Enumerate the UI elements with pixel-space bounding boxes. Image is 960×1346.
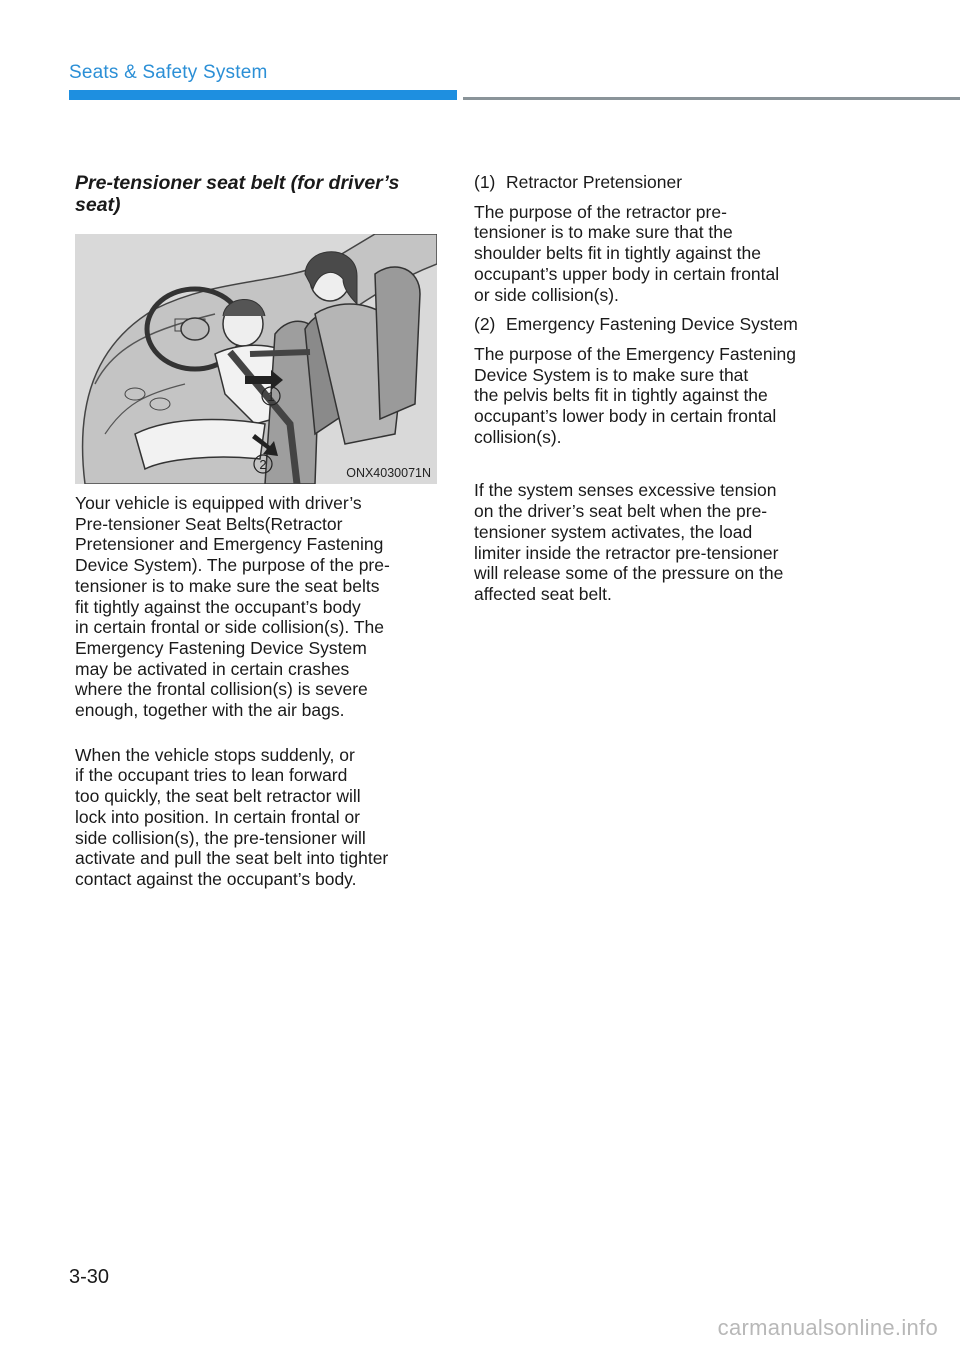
watermark: carmanualsonline.info: [717, 1315, 938, 1340]
text-line: too quickly, the seat belt retractor will: [75, 786, 361, 807]
emergency-fastening-title: [474, 314, 844, 335]
text-line: in certain frontal or side collision(s). The: [75, 617, 384, 638]
item-number: (1): [474, 172, 496, 192]
text-line: The purpose of the retractor pre-: [474, 201, 727, 222]
text-line: if the occupant tries to lean forward: [75, 765, 348, 786]
illustration-drawing: [75, 234, 437, 484]
header-accent-bar: [69, 90, 457, 100]
text-line: Device System is to make sure that: [474, 364, 749, 385]
text-line: tensioner system activates, the load: [474, 521, 753, 542]
section-heading: Pre-tensioner seat belt (for driver’s seat): [75, 172, 400, 216]
load-limiter-paragraph: [474, 480, 844, 604]
text-line: Pre-tensioner Seat Belts(Retractor: [75, 513, 343, 534]
text-line: on the driver’s seat belt when the pre-: [474, 501, 768, 522]
retractor-pretensioner-title: [474, 172, 844, 193]
item-number: (2): [474, 314, 496, 335]
text-line: limiter inside the retractor pre-tensioner: [474, 542, 779, 563]
text-line: Your vehicle is equipped with driver’s: [75, 493, 362, 513]
page-number: 3-30: [69, 1266, 110, 1288]
item-title-text: Retractor Pretensioner: [506, 172, 683, 192]
text-line: Device System). The purpose of the pre-: [75, 555, 390, 576]
text-line: the pelvis belts fit in tightly against the: [474, 385, 768, 406]
text-line: may be activated in certain crashes: [75, 658, 350, 679]
sudden-stop-paragraph: [75, 745, 441, 890]
text-line: occupant’s upper body in certain frontal: [474, 263, 780, 284]
callout-1: 1: [267, 389, 275, 404]
header-rule: [463, 97, 960, 100]
text-line: When the vehicle stops suddenly, or: [75, 744, 355, 765]
text-line: contact against the occupant’s body.: [75, 868, 357, 889]
text-line: affected seat belt.: [474, 583, 612, 604]
retractor-pretensioner-body: [474, 202, 844, 306]
item-title-text: Emergency Fastening Device System: [506, 314, 798, 335]
text-line: or side collision(s).: [474, 284, 619, 305]
intro-paragraph: [75, 493, 441, 721]
text-line: where the frontal collision(s) is severe: [75, 679, 368, 700]
section-title: Seats & Safety System: [69, 62, 268, 83]
text-line: side collision(s), the pre-tensioner will: [75, 827, 366, 848]
callout-2: 2: [259, 457, 267, 472]
text-line: If the system senses excessive tension: [474, 480, 777, 501]
text-line: occupant’s lower body in certain frontal: [474, 406, 777, 427]
text-line: enough, together with the air bags.: [75, 700, 345, 721]
figure-code: ONX4030071N: [346, 466, 431, 480]
text-line: will release some of the pressure on the: [474, 563, 784, 584]
text-line: Pretensioner and Emergency Fastening: [75, 534, 384, 555]
text-line: activate and pull the seat belt into tighter: [75, 848, 389, 869]
emergency-fastening-body: [474, 344, 844, 448]
text-line: collision(s).: [474, 426, 562, 447]
right-column: [474, 172, 844, 605]
text-line: Emergency Fastening Device System: [75, 637, 367, 658]
text-line: fit tightly against the occupant’s body: [75, 596, 361, 617]
left-column: [75, 172, 441, 890]
text-line: tensioner is to make sure that the: [474, 222, 733, 243]
text-line: shoulder belts fit in tightly against the: [474, 243, 761, 264]
text-line: lock into position. In certain frontal or: [75, 806, 361, 827]
seat-belt-illustration: [75, 234, 437, 484]
text-line: The purpose of the Emergency Fastening: [474, 343, 796, 364]
text-line: tensioner is to make sure the seat belts: [75, 575, 380, 596]
